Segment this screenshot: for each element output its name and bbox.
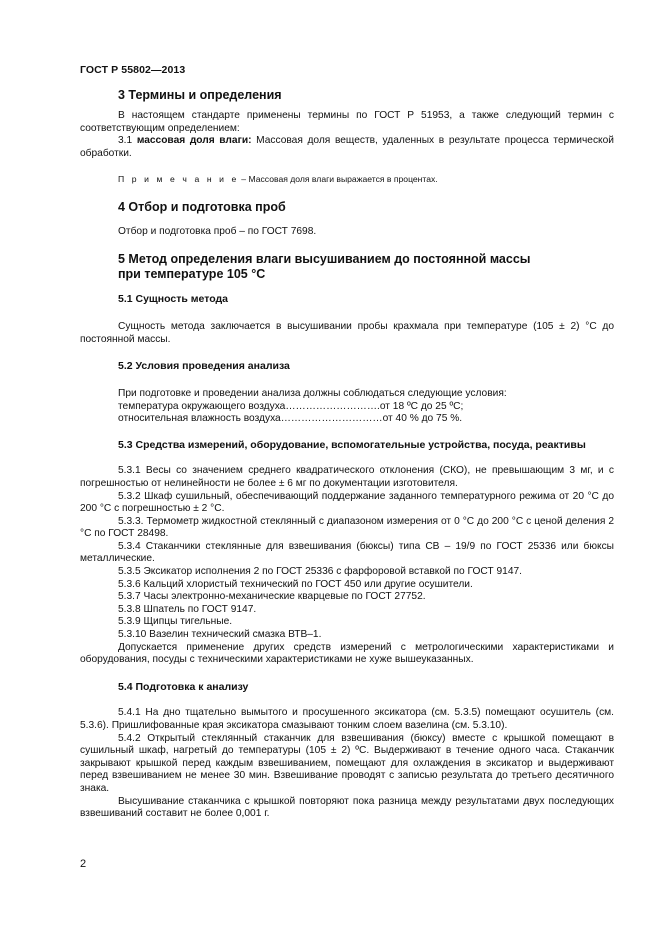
equipment-item: 5.3.7 Часы электронно-механические кварцевые по ГОСТ 27752. bbox=[118, 591, 426, 603]
subsection-5-4-title: 5.4 Подготовка к анализу bbox=[118, 680, 249, 693]
equipment-item: 5.3.3. Термометр жидкостной стеклянный с диапазоном измерения от 0 °С до 200 °С с ценой деления 2 °С по ГОСТ 28498. bbox=[80, 515, 614, 540]
note-label: П р и м е ч а н и е bbox=[118, 174, 239, 185]
equipment-item: 5.3.2 Шкаф сушильный, обеспечивающий поддержание заданного температурного режима от 20 °С до 200 °С с погрешностью ± 2 °С. bbox=[80, 490, 614, 515]
conditions-intro: При подготовке и проведении анализа должны соблюдаться следующие условия: bbox=[118, 387, 507, 399]
preparation-item: Высушивание стаканчика с крышкой повторяют пока разница между результатами двух последующих взвешиваний составит не более 0,001 г. bbox=[80, 795, 614, 820]
note bbox=[80, 173, 614, 186]
term-number: 3.1 bbox=[118, 135, 133, 147]
subsection-5-1-text: Сущность метода заключается в высушивании пробы крахмала при температуре (105 ± 2) °С до постоянной массы. bbox=[80, 321, 614, 345]
equipment-list bbox=[80, 465, 614, 667]
document-body bbox=[80, 88, 614, 821]
subsection-5-1-title: 5.1 Сущность метода bbox=[118, 292, 229, 305]
subsection-5-2-title: 5.2 Условия проведения анализа bbox=[118, 360, 290, 373]
section-4-text: Отбор и подготовка проб – по ГОСТ 7698. bbox=[118, 225, 317, 237]
section-4-title: 4 Отбор и подготовка проб bbox=[118, 199, 286, 214]
equipment-item: 5.3.1 Весы со значением среднего квадратического отклонения (СКО), не превышающим 3 мг, и с погрешностью от нелинейности не более ± 6 мг по документации изготовителя. bbox=[80, 465, 614, 489]
preparation-item: 5.4.1 На дно тщательно вымытого и просушенного эксикатора (см. 5.3.5) помещают осушитель (см. 5.3.6). Пришлифованные края эксикатора смазывают тонким слоем вазелина (см. 5.3.10). bbox=[80, 707, 614, 731]
section-5-title-line-1: 5 Метод определения влаги высушиванием до постоянной массы bbox=[118, 251, 531, 266]
preparation-item: 5.4.2 Открытый стеклянный стаканчик для взвешивания (бюксу) вместе с крышкой помещают в сушильный шкаф, нагретый до температуры (105 ± 2) ºС. Выдерживают в течение одного часа. Стаканчик закрывают крышкой перед каждым взвешиванием, помещают для охлаждения в эксикатор и выдерживают перед взвешиванием не менее 30 мин. Взвешивание проводят с записью результата до третьего десятичного знака. bbox=[80, 732, 614, 794]
term-definition bbox=[80, 135, 614, 160]
term-text: Массовая доля веществ, удаленных в результате процесса термической обработки. bbox=[80, 135, 614, 159]
equipment-item: 5.3.5 Эксикатор исполнения 2 по ГОСТ 25336 с фарфоровой вставкой по ГОСТ 9147. bbox=[118, 566, 522, 578]
equipment-note: Допускается применение других средств измерений с метрологическими характеристиками и оборудования, посуды с техническими характеристиками не хуже вышеуказанных. bbox=[80, 641, 614, 666]
page-number: 2 bbox=[80, 858, 87, 870]
section-5-title-line-2: при температуре 105 °С bbox=[118, 266, 266, 281]
condition-temperature: температура окружающего воздуха……………………….от 18 ºС до 25 ºС; bbox=[118, 400, 464, 412]
note-text: – Массовая доля влаги выражается в процентах. bbox=[238, 174, 438, 185]
equipment-item: 5.3.9 Щипцы тигельные. bbox=[118, 616, 233, 628]
document-code: ГОСТ Р 55802—2013 bbox=[80, 64, 186, 76]
equipment-item: 5.3.10 Вазелин технический смазка ВТВ–1. bbox=[118, 629, 322, 641]
equipment-item: 5.3.8 Шпатель по ГОСТ 9147. bbox=[118, 603, 257, 615]
section-3-intro: В настоящем стандарте применены термины по ГОСТ Р 51953, а также следующий термин с соответствующим определением: bbox=[80, 110, 614, 134]
equipment-item: 5.3.4 Стаканчики стеклянные для взвешивания (бюксы) типа СВ – 19/9 по ГОСТ 25336 или бюксы металлические. bbox=[80, 540, 614, 565]
condition-humidity: относительная влажность воздуха…………………………от 40 % до 75 %. bbox=[118, 413, 463, 425]
section-3-title: 3 Термины и определения bbox=[118, 88, 282, 102]
term-name: массовая доля влаги: bbox=[136, 135, 252, 147]
preparation-list bbox=[80, 707, 614, 820]
subsection-5-3-title: 5.3 Средства измерений, оборудование, вспомогательные устройства, посуда, реактивы bbox=[118, 438, 586, 451]
equipment-item: 5.3.6 Кальций хлористый технический по ГОСТ 450 или другие осушители. bbox=[118, 578, 473, 590]
